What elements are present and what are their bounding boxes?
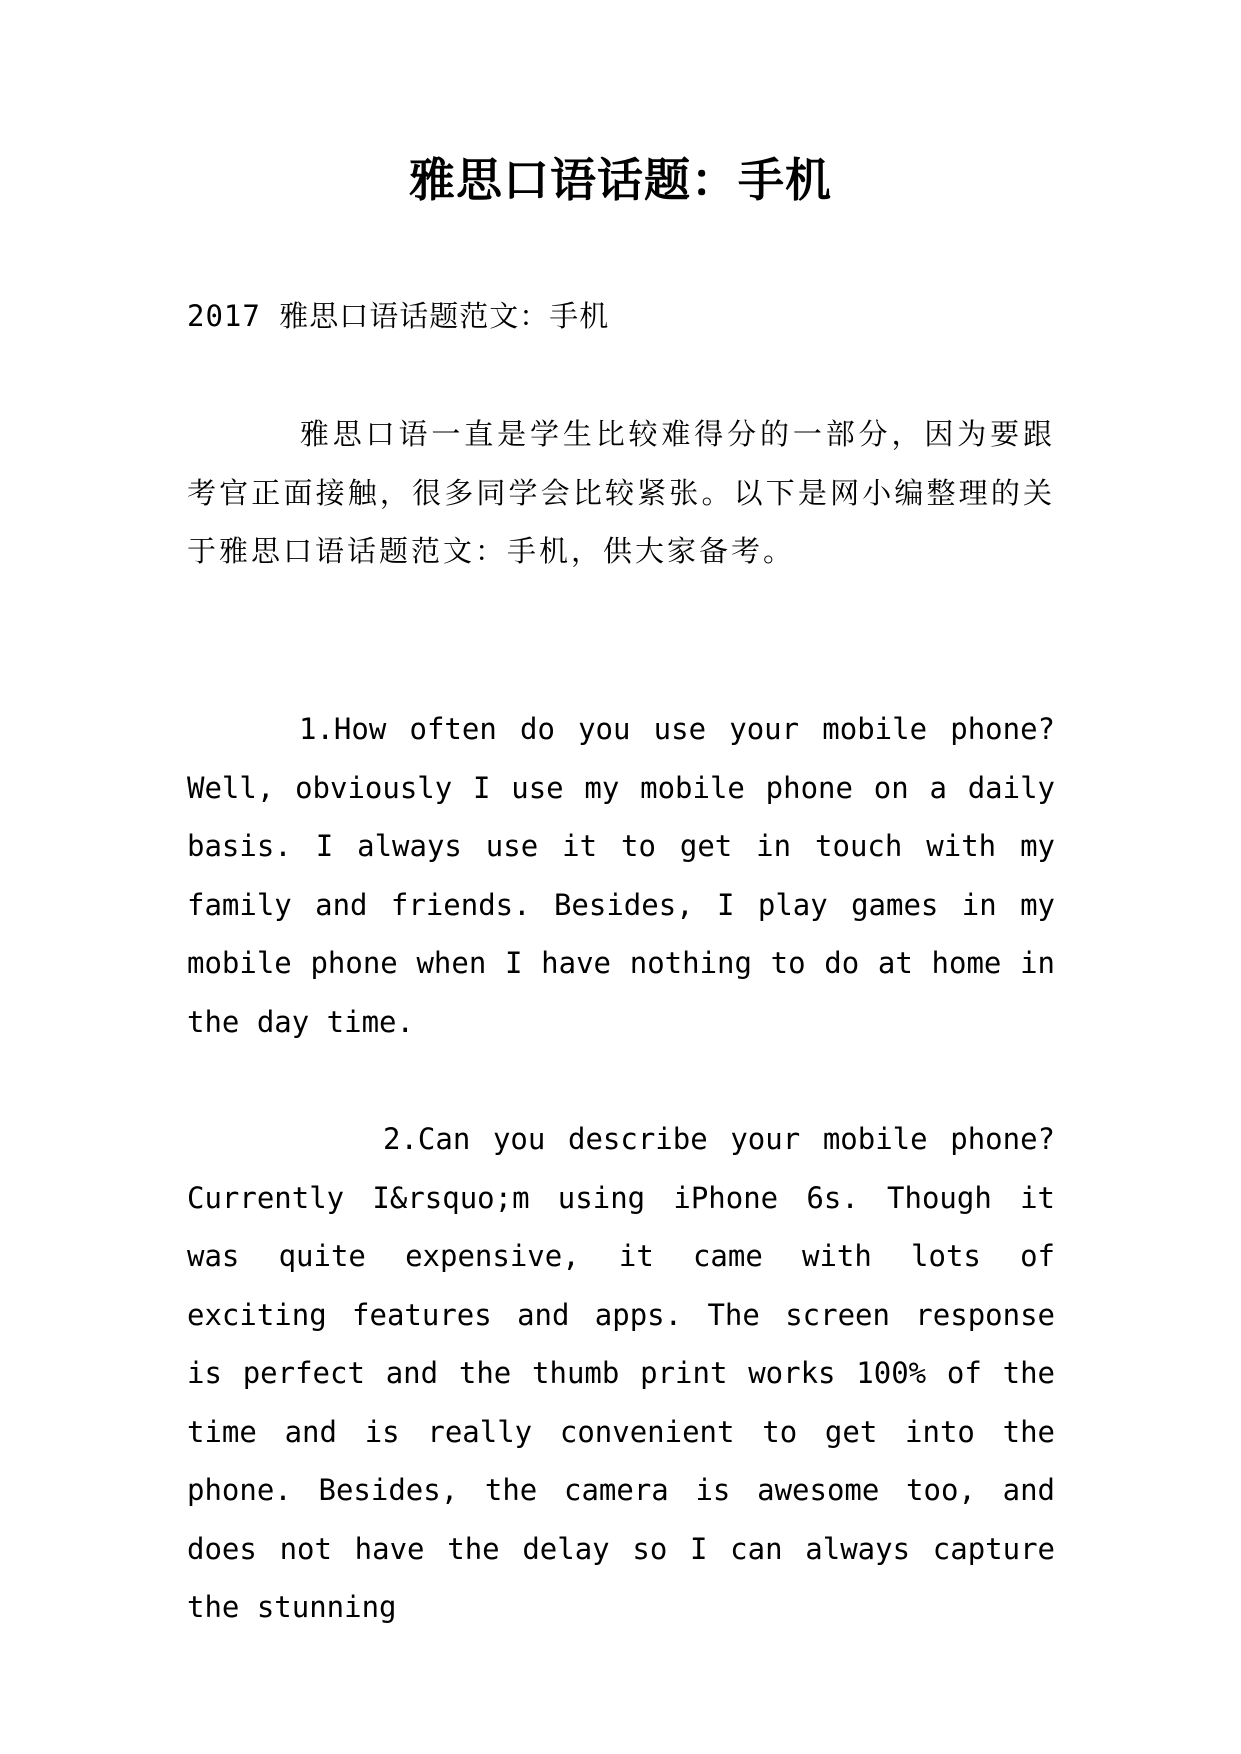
question-1-text: 1.How often do you use your mobile phone?Well, obviously I use my mobile phone on a daily basis. I always use it to get in touch with my family and friends. Besides, I play games in my mobile phone when I have nothing to do at home in the day time. (187, 712, 1055, 1039)
question-1-paragraph (187, 700, 1055, 1051)
document-title: 雅思口语话题：手机 (409, 153, 832, 207)
intro-paragraph (187, 405, 1055, 581)
intro-paragraph-text: 雅思口语一直是学生比较难得分的一部分，因为要跟考官正面接触，很多同学会比较紧张。以下是网小编整理的关于雅思口语话题范文：手机，供大家备考。 (187, 417, 1055, 568)
question-2-text: 2.Can you describe your mobile phone?Currently I&rsquo;m using iPhone 6s. Though it was quite expensive, it came with lots of exciting features and apps. The screen response is perfect and the thumb print works 100% of the time and is really convenient to get into the phone. Besides, the camera is awesome too, and does not have the delay so I can always capture the stunning (187, 1122, 1055, 1624)
question-2-paragraph (187, 1110, 1055, 1637)
document-subtitle: 2017 雅思口语话题范文：手机 (187, 299, 610, 333)
